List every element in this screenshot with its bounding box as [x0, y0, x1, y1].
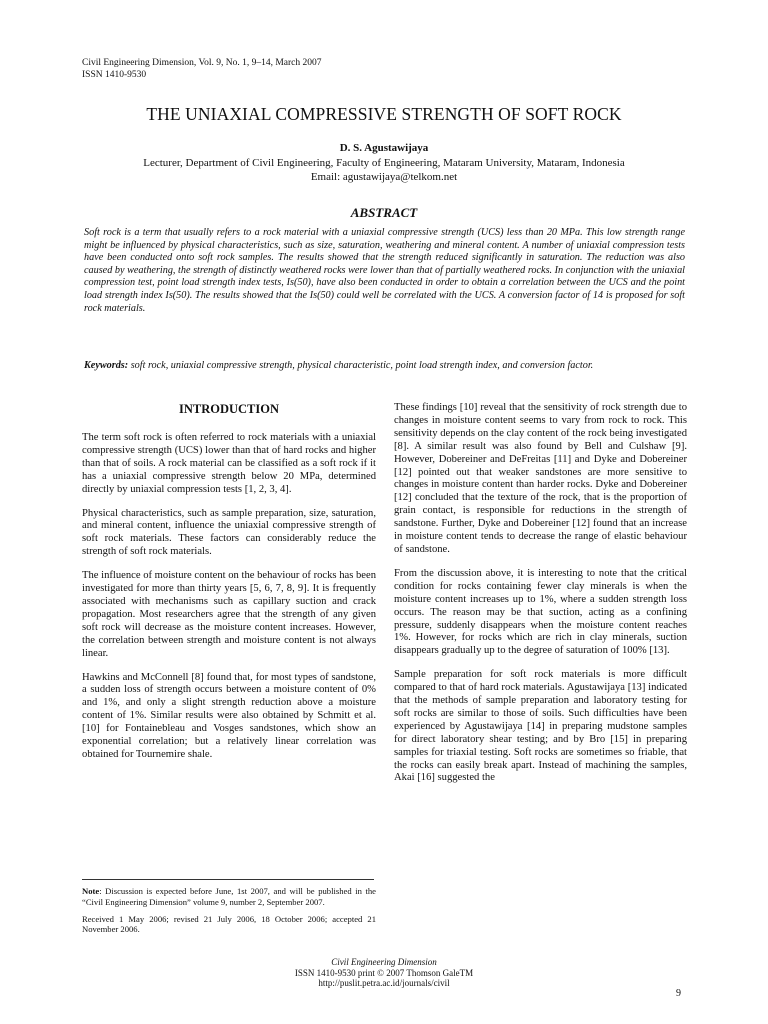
- journal-issn: ISSN 1410-9530: [82, 69, 147, 80]
- note-label: Note: [82, 886, 100, 896]
- journal-citation: Civil Engineering Dimension, Vol. 9, No. 1, 9–14, March 2007: [82, 58, 322, 68]
- paragraph: Hawkins and McConnell [8] found that, for most types of sandstone, a sudden loss of strength occurs between a moisture content of 0% and 1%, and only a slight strength reduction above a moisture content of 1%. Similar results were also obtained by Schmitt et al. [10] for Fontainebleau and Vosges sandstones, which show an exponential correlation; but a relatively linear correlation was obtained for Tournemire shale.: [82, 671, 376, 760]
- journal-header: [82, 58, 322, 81]
- keywords-line: [84, 360, 694, 373]
- footer-journal: Civil Engineering Dimension: [331, 957, 437, 967]
- paragraph: These findings [10] reveal that the sensitivity of rock strength due to changes in moisture content seems to vary from rock to rock. This sensitivity depends on the clay content of the rock being investigated [8]. A similar result was also found by Bell and Culshaw [9]. However, Dobereiner and DeFreitas [11] and Dyke and Dobereiner [12] pointed out that weaker sandstones are more sensitive to changes in moisture content than harder rocks. Dyke and Dobereiner [12] concluded that the texture of the rock, that is the proportion of grain contact, is responsible for reductions in the strength of sandstone. Further, Dyke and Dobereiner [12] found that an increase in moisture content tends to decrease the range of elastic behaviour of sandstone.: [394, 402, 687, 555]
- paragraph: Sample preparation for soft rock materials is more difficult compared to that of hard rock materials. Agustawijaya [13] indicated that the methods of sample preparation and laboratory testing for soft rocks are similar to those of soils. Such difficulties have been experienced by Agustawijaya [14] in preparing mudstone samples for direct laboratory shear testing; and by Bro [15] in preparing samples for triaxial testing. Soft rocks are sometimes so friable, that the rocks can easily break apart. Instead of machining the samples, Akai [16] suggested the: [394, 669, 687, 784]
- page-number: 9: [676, 988, 681, 999]
- paragraph: From the discussion above, it is interesting to note that the critical condition for rocks containing fewer clay minerals is when the moisture content increases up to 1%, where a sudden strength loss occurs. The reason may be that suction, acting as a confining pressure, suddenly disappears when the moisture content reaches 1%. However, for rocks which are rich in clay minerals, suction disappears gradually up to the degree of saturation of 100% [13].: [394, 567, 687, 657]
- footer-url: http://puslit.petra.ac.id/journals/civil: [318, 978, 450, 988]
- paragraph: Physical characteristics, such as sample preparation, size, saturation, and mineral content, influence the uniaxial compressive strength of soft rock materials. These factors can considerably reduce the strength of soft rock materials.: [82, 507, 376, 558]
- author-email: Email: agustawijaya@telkom.net: [310, 170, 458, 183]
- right-column: [394, 402, 687, 796]
- paragraph: The term soft rock is often referred to rock materials with a uniaxial compressive strength (UCS) lower than that of hard rocks and higher than that of soils. A rock material can be classified as a soft rock if it has a uniaxial compressive strength below 20 MPa, determined directly by uniaxial compression tests [1, 2, 3, 4].: [82, 432, 376, 495]
- keywords-text: soft rock, uniaxial compressive strength, physical characteristic, point load strength index, and conversion factor.: [130, 360, 594, 371]
- author-affiliation-block: [60, 157, 708, 184]
- received-dates: Received 1 May 2006; revised 21 July 2006, 18 October 2006; accepted 21 November 2006.: [82, 913, 376, 935]
- introduction-heading: INTRODUCTION: [178, 402, 279, 416]
- abstract-heading: ABSTRACT: [350, 205, 418, 220]
- author-name: D. S. Agustawijaya: [339, 142, 429, 154]
- author-affiliation: Lecturer, Department of Civil Engineering, Faculty of Engineering, Mataram University, Mataram, Indonesia: [143, 157, 625, 169]
- paragraph: The influence of moisture content on the behaviour of rocks has been investigated for more than thirty years [5, 6, 7, 8, 9]. It is frequently associated with mechanisms such as capillary suction and crack propagation. Most researchers agree that the strength of any given soft rock will decrease as the moisture content increases. However, the correlation between strength and moisture content is not always linear.: [82, 570, 376, 659]
- footnote-divider: [82, 879, 374, 880]
- footer-issn: ISSN 1410-9530 print © 2007 Thomson GaleTM: [294, 967, 474, 978]
- abstract-body: Soft rock is a term that usually refers to a rock material with a uniaxial compressive strength (UCS) less than 20 MPa. This low strength range might be influenced by physical characteristics, such as size, saturation, weathering and mineral content. A number of uniaxial compression tests have been conducted onto soft rock samples. The results showed that the strength reduced significantly in saturation. The reduction was also caused by weathering, the strength of distinctly weathered rocks were lower than that of partially weathered rocks. In conjunction with the uniaxial compression test, point load strength index tests, Is(50), have also been conducted in order to obtain a correlation between the UCS and the point load strength index Is(50). The results showed that the Is(50) could well be correlated with the UCS. A conversion factor of 14 is proposed for soft rock materials.: [84, 227, 685, 314]
- paper-title: THE UNIAXIAL COMPRESSIVE STRENGTH OF SOFT ROCK: [146, 104, 622, 124]
- discussion-note: [82, 886, 376, 908]
- keywords-label: Keywords:: [84, 360, 129, 371]
- left-column: [82, 402, 376, 773]
- footnote: [82, 886, 376, 941]
- note-text: : Discussion is expected before June, 1st 2007, and will be published in the “Civil Engineering Dimension” volume 9, number 2, September 2007.: [82, 886, 376, 907]
- page-footer: [60, 957, 708, 989]
